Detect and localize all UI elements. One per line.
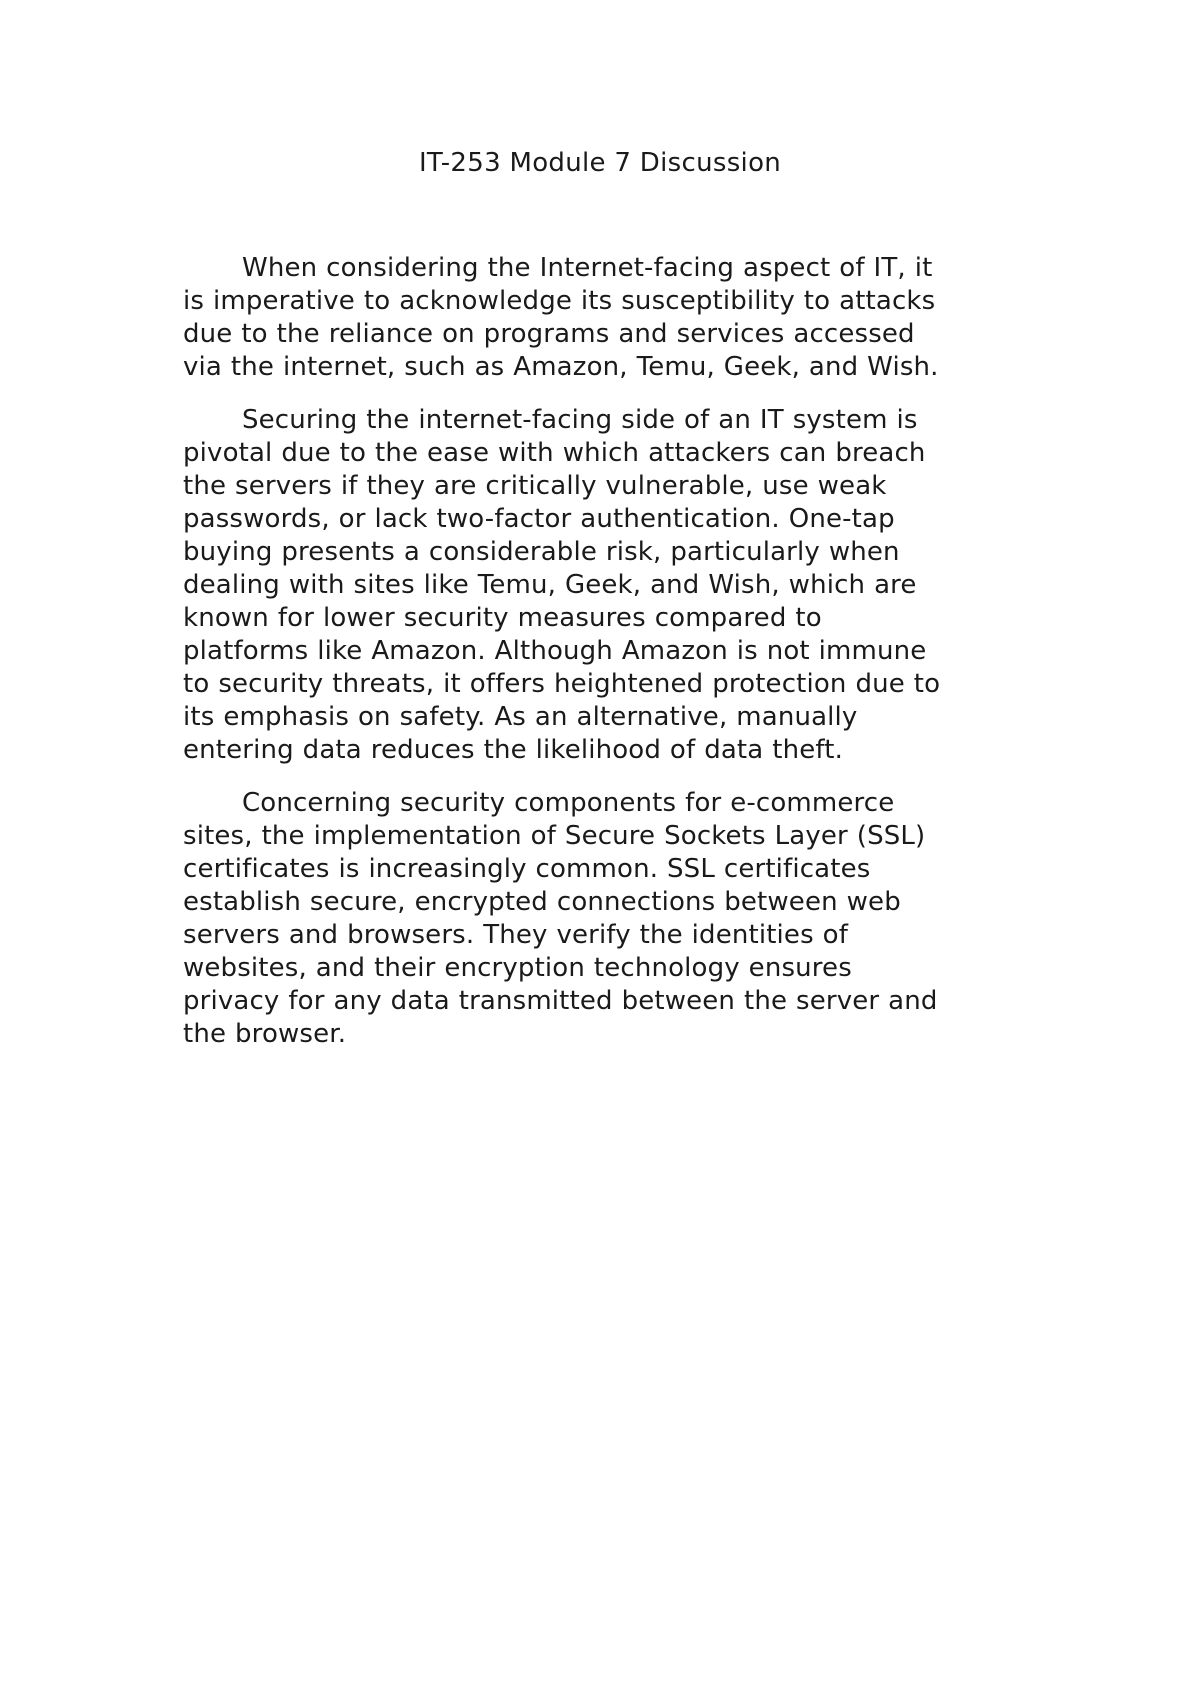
paragraph-1 [183,252,1013,384]
paragraph-line: to security threats, it offers heightened protection due to [183,669,941,699]
paragraph-line: websites, and their encryption technology ensures [183,953,852,983]
paragraph-line: servers and browsers. They verify the identities of [183,920,849,950]
paragraph-line: sites, the implementation of Secure Sockets Layer (SSL) [183,821,926,851]
paragraph-line: known for lower security measures compared to [183,603,822,633]
paragraph-line: Securing the internet-facing side of an IT system is [242,405,918,435]
paragraph-line: entering data reduces the likelihood of data theft. [183,735,843,765]
paragraph-3 [183,787,1013,1051]
paragraph-line: platforms like Amazon. Although Amazon is not immune [183,636,927,666]
paragraph-line: Concerning security components for e-commerce [242,788,895,818]
paragraph-line: passwords, or lack two-factor authentication. One-tap [183,504,895,534]
document-title: IT-253 Module 7 Discussion [418,148,782,178]
paragraph-line: the browser. [183,1019,347,1049]
paragraph-line: due to the reliance on programs and services accessed [183,319,915,349]
paragraph-line: buying presents a considerable risk, particularly when [183,537,900,567]
paragraph-line: its emphasis on safety. As an alternative, manually [183,702,858,732]
paragraph-line: dealing with sites like Temu, Geek, and Wish, which are [183,570,917,600]
document-body [183,252,1013,1071]
paragraph-line: privacy for any data transmitted between the server and [183,986,938,1016]
paragraph-line: via the internet, such as Amazon, Temu, Geek, and Wish. [183,352,939,382]
paragraph-line: When considering the Internet-facing aspect of IT, it [242,253,933,283]
paragraph-line: pivotal due to the ease with which attackers can breach [183,438,926,468]
paragraph-line: certificates is increasingly common. SSL certificates [183,854,871,884]
paragraph-line: the servers if they are critically vulnerable, use weak [183,471,887,501]
paragraph-line: establish secure, encrypted connections between web [183,887,901,917]
paragraph-line: is imperative to acknowledge its susceptibility to attacks [183,286,936,316]
paragraph-2 [183,404,1013,767]
